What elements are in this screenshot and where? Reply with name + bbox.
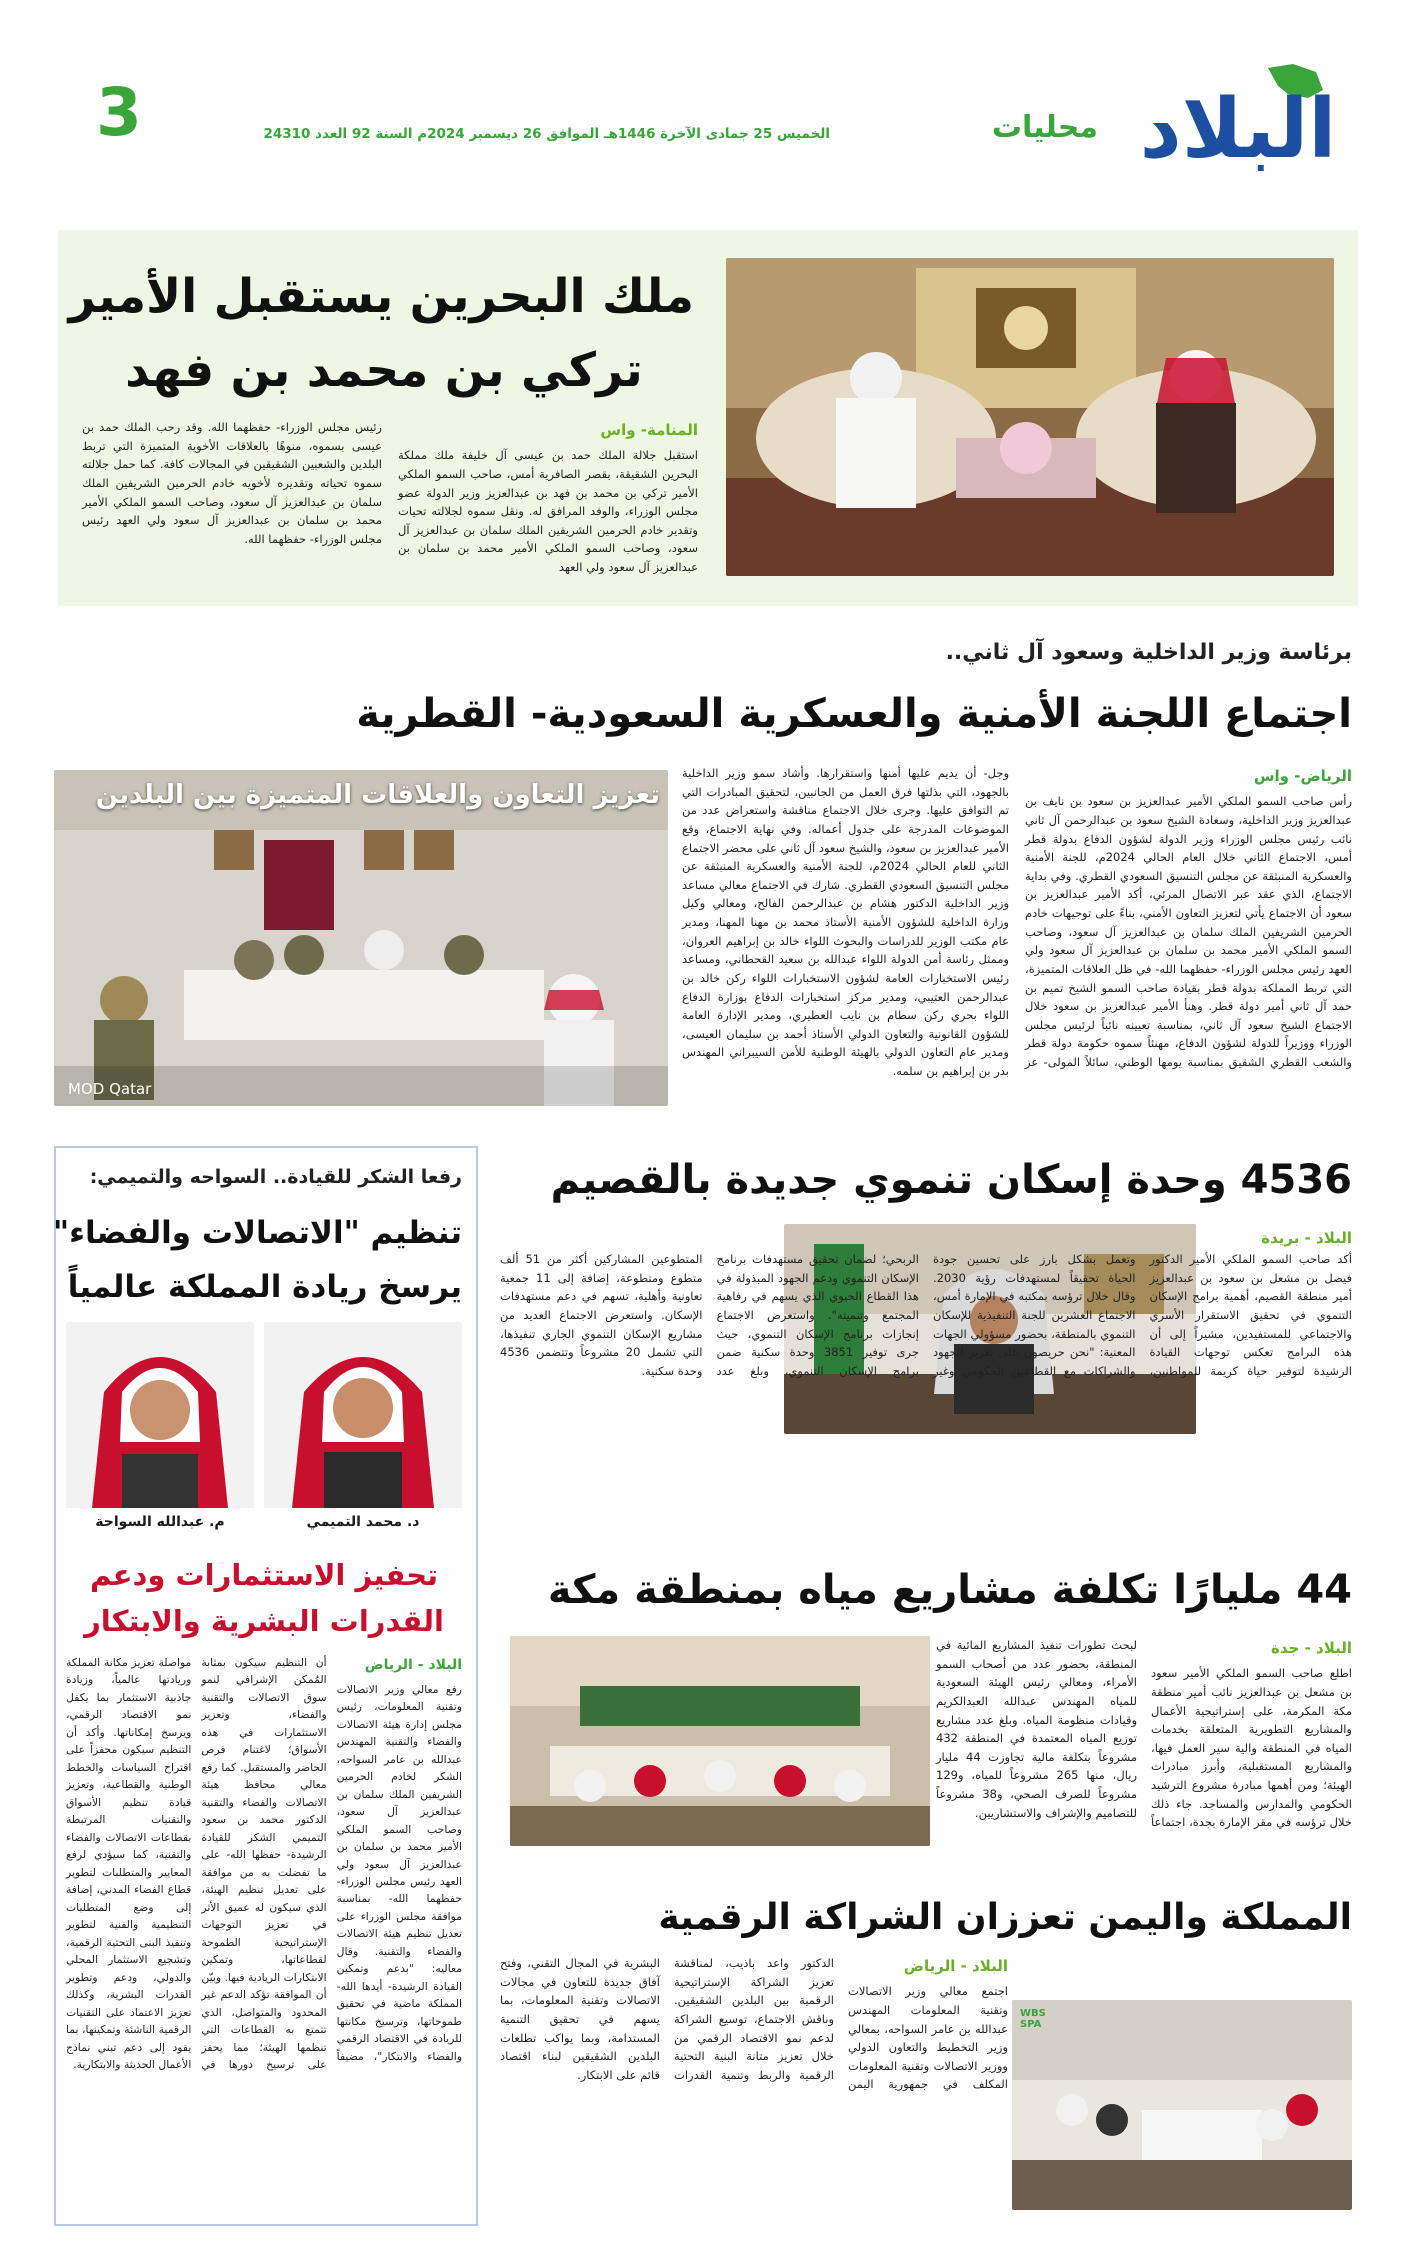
page-number: 3 <box>96 74 142 151</box>
logo <box>1118 60 1358 180</box>
telecom-title-line2: يرسخ ريادة المملكة عالمياً <box>67 1269 462 1305</box>
makkah-title: 44 مليارًا تكلفة مشاريع مياه بمنطقة مكة <box>547 1567 1352 1613</box>
qatar-photo <box>54 770 668 1106</box>
bahrain-photo <box>726 258 1334 576</box>
makkah-text <box>936 1636 1352 1856</box>
story-qatar <box>50 640 1366 1110</box>
makkah-photo <box>510 1636 930 1846</box>
makkah-body: اطلع صاحب السمو الملكي الأمير سعود بن مشعل بن عبدالعزيز نائب أمير منطقة مكة المكرمة، على إستراتيجية الأعمال والمشاريع التطويرية المتعلقة بخدمات المياه في المنطقة والية سير العمل فيها، والمشاريع المستقبلية، وأبرز مبادرات الهيئة؛ ومن أهمها مبادرة مشروع الترشيد الحكومي والمدارس والمساجد. جاء ذلك خلال ترؤسه في مقر الإمارة بجدة، اجتماعاً لبحث تطورات تنفيذ المشاريع المائية في المنطقة، بحضور عدد من أصحاب السمو الأمراء، ومعالي رئيس الهيئة السعودية للمياه المهندس عبدالله العبدالكريم وقيادات منظومة المياه. وبلغ عدد مشاريع توزيع المياه المعتمدة في المنطقة 432 مشروعاً بتكلفة مالية تجاوزت 44 مليار ريال، منها 265 مشروعاً للمياه، و129 مشروعاً للصرف الصحي، و38 مشروعاً للتصاميم والإشراف والاستشاريين. <box>936 1638 1352 1830</box>
story-makkah <box>500 1560 1366 1860</box>
yemen-text <box>500 1954 1008 2224</box>
yemen-byline: البلاد - الرياض <box>903 1957 1008 1975</box>
telecom-subhead <box>66 1552 462 1644</box>
qatar-kicker: برئاسة وزير الداخلية وسعود آل ثاني.. <box>945 640 1352 665</box>
portrait-sawaha <box>66 1322 254 1508</box>
telecom-byline: البلاد - الرياض <box>364 1657 462 1673</box>
bahrain-body-col2: رئيس مجلس الوزراء- حفظهما الله. وقد رحب الملك حمد بن عيسى بسموه، منوهًا بالعلاقات الأخوية المتميزة التي تربط البلدين والشعبين الشقيقين في المجالات كافة. كما حمل جلالته سموه تحياته وتقديره لأخويه خادم الحرمين الشريفين الملك سلمان بن عبدالعزيز آل سعود، وصاحب السمو الملكي الأمير محمد بن سلمان بن عبدالعزيز آل سعود ولي العهد رئيس مجلس الوزراء- حفظهما الله. <box>82 420 382 546</box>
qatar-title: اجتماع اللجنة الأمنية والعسكرية السعودية- القطرية <box>356 691 1352 737</box>
masthead <box>0 0 1420 200</box>
qatar-text <box>682 764 1352 1110</box>
bahrain-byline: المنامة- واس <box>600 421 698 439</box>
qatar-photo-watermark: MOD Qatar <box>68 1080 152 1098</box>
story-telecom <box>54 1146 478 2226</box>
qatar-photo-caption: تعزيز التعاون والعلاقات المتميزة بين البلدين <box>95 780 660 810</box>
qassim-body-wrap <box>500 1250 1352 1544</box>
yemen-photo <box>1012 2000 1352 2210</box>
makkah-cols <box>936 1636 1352 1856</box>
qatar-body: رأس صاحب السمو الملكي الأمير عبدالعزيز بن سعود بن نايف بن عبدالعزيز وزير الداخلية، وسعادة الشيخ سعود بن عبدالرحمن آل ثاني نائب رئيس مجلس الوزراء وزير الدولة لشؤون الدفاع بدولة قطر أمس، الاجتماع الثاني خلال العام الحالي 2024م، للجنة الأمنية والعسكرية المنبثقة عن مجلس التنسيق السعودي القطري. وفي بداية الاجتماع، الذي عقد عبر الاتصال المرئي، أكد الأمير عبدالعزيز بن سعود أن الاجتماع يأتي لتعزيز التعاون الأمني، بناءً على توجيهات خادم الحرمين الشريفين الملك سلمان بن عبدالعزيز آل سعود، وصاحب السمو الملكي الأمير محمد بن سلمان بن عبدالعزيز آل سعود ولي العهد رئيس مجلس الوزراء- حفظهما الله- في ظل العلاقات المتميزة، التي تربط المملكة بدولة قطر بقيادة صاحب السمو الشيخ تميم بن حمد آل ثاني أمير دولة قطر. وهنأ الأمير عبدالعزيز بن سعود خلال الاجتماع الشيخ سعود آل ثاني، بمناسبة تعيينه نائباً لرئيس مجلس الوزراء ووزيراً للدولة لشؤون الدفاع، مهنئاً سموه حكومة دولة قطر والشعب القطري الشقيق بمناسبة يومها الوطني، سائلاً المولى- عز وجل- أن يديم عليها أمنها واستقرارها. وأشاد سمو وزير الداخلية بالجهود، التي بذلتها فرق العمل من الجانبين، لتحقيق المبادرات التي تم التوافق عليها. وجرى خلال الاجتماع مناقشة واستعراض عدد من الموضوعات المدرجة على جدول أعماله. وفي نهاية الاجتماع، وقع الأمير عبدالعزيز بن سعود، والشيخ سعود آل ثاني على محضر الاجتماع الثاني للعام الحالي 2024م، للجنة الأمنية والعسكرية المنبثقة عن مجلس التنسيق السعودي القطري. شارك في الاجتماع معالي مساعد وزير الداخلية الدكتور هشام بن عبدالرحمن الفالح، ومعالي وكيل وزارة الداخلية للشؤون الأمنية الأستاذ محمد بن مهنا المهنا، ومدير عام مكتب الوزير للدراسات والبحوث اللواء خالد بن إبراهيم العروان، وممثل رئاسة أمن الدولة اللواء عبدالله بن سعيد القحطاني، ومساعد رئيس الاستخبارات العامة لشؤون الاستخبارات اللواء ركن خالد بن عبدالرحمن العتيبي، ومدير مركز استخبارات الدفاع بوزارة الدفاع اللواء بحري ركن سطام بن نايب العطيري، ومدير الإدارة العامة للشؤون القانونية والتعاون الدولي الأستاذ أحمد بن سليمان العيسى، ومدير عام التعاون الدولي بالهيئة الوطنية للأمن السيبراني المهندس بدر بن إبراهيم بن سلمه. <box>682 766 1352 1078</box>
yemen-title: المملكة واليمن تعززان الشراكة الرقمية <box>658 1897 1352 1938</box>
bahrain-body-col1: استقبل جلالة الملك حمد بن عيسى آل خليفة ملك مملكة البحرين الشقيقة، بقصر الصافرية أمس، صاحب السمو الملكي الأمير تركي بن محمد بن فهد بن عبدالعزيز وزير الدولة عضو مجلس الوزراء، والوفد المرافق له. ونقل سموه لجلالته تحيات وتقدير خادم الحرمين الشريفين الملك سلمان بن عبدالعزيز آل سعود، وصاحب السمو الملكي الأمير محمد بن سلمان بن عبدالعزيز آل سعود ولي العهد <box>398 448 698 575</box>
telecom-subhead-line2: القدرات البشرية والابتكار <box>84 1604 444 1638</box>
qassim-text <box>500 1226 1352 1544</box>
bahrain-col2 <box>82 418 382 548</box>
story-yemen <box>500 1890 1366 2226</box>
person1-name: د. محمد التميمي <box>306 1514 420 1530</box>
qassim-body: أكد صاحب السمو الملكي الأمير الدكتور فيصل بن مشعل بن سعود بن عبدالعزيز أمير منطقة القصيم، أهمية برامج الإسكان التنموي في تحقيق الاستقرار الأسري والاجتماعي للمستفيدين، مشيراً إلى أن هذه البرامج تعكس توجهات القيادة الرشيدة لتوفير حياة كريمة للمواطنين، وتعمل بشكل بارز على تحسين جودة الحياة تحقيقاً لمستهدفات رؤية 2030. وقال خلال ترؤسه بمكتبه في الإمارة أمس، الاجتماع العشرين للجنة التنفيذية للإسكان التنموي بالمنطقة، بحضور مسؤولي الجهات المعنية: "نحن حريصون على تعزيز الجهود والشراكات مع القطاعين الحكومي وغير الربحي؛ لضمان تحقيق مستهدفات برنامج الإسكان التنموي ودعم الجهود المبذولة في هذا القطاع الحيوي الذي يسهم في رفاهية المجتمع وتنميته". واستعرض الاجتماع إنجازات برنامج الإسكان التنموي، حيث جرى توفير 3851 وحدة سكنية ضمن برامج الإسكان التنموي، وبلغ عدد المتطوعين المشاركين أكثر من 51 ألف متطوع ومتطوعة، إضافة إلى 11 جمعية تعاونية وأهلية، تسهم في دعم مستهدفات الإسكان. واستعرض الاجتماع العديد من مشاريع الإسكان التنموي الجاري تنفيذها، التي تشمل 20 مشروعاً وتتضمن 4536 وحدة سكنية. <box>500 1252 1352 1378</box>
bahrain-title-line2: تركي بن محمد بن فهد <box>125 343 643 398</box>
qassim-title: 4536 وحدة إسكان تنموي جديدة بالقصيم <box>550 1157 1352 1203</box>
telecom-title <box>53 1206 462 1314</box>
telecom-subhead-line1: تحفيز الاستثمارات ودعم <box>89 1558 439 1592</box>
bahrain-title <box>68 260 694 408</box>
yemen-body: اجتمع معالي وزير الاتصالات وتقنية المعلومات المهندس عبدالله بن عامر السواحه، بمعالي وزير التخطيط والتعاون الدولي ووزير الاتصالات وتقنية المعلومات المكلف في جمهورية اليمن الدكتور واعد باذيب، لمناقشة تعزيز الشراكة الإستراتيجية الرقمية بين البلدين الشقيقين. وناقش الاجتماع، توسيع الشراكة لدعم نمو الاقتصاد الرقمي من خلال تعزيز متانة البنية التحتية الرقمية والربط وتنمية القدرات البشرية في المجال التقني، وفتح آفاق جديدة للتعاون في مجالات الاتصالات وتقنية المعلومات، بما يسهم في تحقيق التنمية المستدامة، وبما يواكب تطلعات البلدين الشقيقين لبناء اقتصاد قائم على الابتكار. <box>500 1956 1008 2092</box>
date-line: الخميس 25 جمادى الآخرة 1446هـ الموافق 26 ديسمبر 2024م السنة 92 العدد 24310 <box>263 126 830 142</box>
makkah-byline: البلاد - جدة <box>1271 1639 1352 1657</box>
telecom-title-line1: تنظيم "الاتصالات والفضاء" <box>53 1215 462 1251</box>
telecom-kicker: رفعا الشكر للقيادة.. السواحه والتميمي: <box>89 1166 462 1188</box>
yemen-photo-logo: WBS SPA <box>1020 2008 1046 2030</box>
bahrain-col1 <box>398 418 698 577</box>
bahrain-title-line1: ملك البحرين يستقبل الأمير <box>68 269 694 324</box>
story-bahrain <box>58 230 1358 606</box>
yemen-cols <box>500 1954 1008 2220</box>
logo-text: البلاد <box>1139 82 1337 177</box>
telecom-body: رفع معالي وزير الاتصالات وتقنية المعلومات، رئيس مجلس إدارة هيئة الاتصالات والفضاء والتقنية المهندس عبدالله بن عامر السواحه، الشكر لخادم الحرمين الشريفين الملك سلمان بن عبدالعزيز آل سعود، وصاحب السمو الملكي الأمير محمد بن سلمان بن عبدالعزيز آل سعود ولي العهد رئيس مجلس الوزراء- حفظهما الله- بمناسبة موافقة مجلس الوزراء على تعديل تنظيم هيئة الاتصالات والفضاء والتقنية. وقال معاليه: "بدعم وتمكين القيادة الرشيدة- أيدها الله- المملكة ماضية في تحقيق طموحاتها، وترسيخ مكانتها للريادة في الاقتصاد الرقمي والفضاء والابتكار"، مضيفاً أن التنظيم سيكون بمثابة المُمكن الإشرافي لنمو سوق الاتصالات والتقنية والفضاء، وتعزيز الاستثمارات في هذه الأسواق؛ لاغتنام فرص الحاضر والمستقبل. كما رفع معالي محافظ هيئة الاتصالات والفضاء والتقنية الدكتور محمد بن سعود التميمي الشكر للقيادة الرشيدة- حفظها الله- على ما تفضلت به من موافقة على تعديل تنظيم الهيئة، الذي سيكون له عميق الأثر في تعزيز التوجهات الإستراتيجية الطموحة لقطاعاتها، وتمكين الابتكارات الريادية فيها. وبيّن أن الموافقة تؤكد الدعم غير المحدود والمتواصل، الذي تتمتع به القطاعات التي تنظمها الهيئة؛ مما يحفز على ترسيخ دورها في مواصلة تعزيز مكانة المملكة وريادتها عالمياً، وزيادة جاذبية الاستثمار بما يكفل نمو الاقتصاد الرقمي، ويرسخ إمكاناتها. وأكد أن التنظيم سيكون محفزاً على اقتراح السياسات والخطط الوطنية والقطاعية، وتعزيز قيادة تنظيم الأسواق والتقنيات المرتبطة بقطاعات الاتصالات والفضاء والتقنية، كما سيؤدي لرفع المعايير والمتطلبات لتطوير قطاع الفضاء المدني، إضافة إلى وضع المتطلبات التنظيمية والفنية لتطوير وتنفيذ البنى التحتية الرقمية، وتشجيع الاستثمار المحلي والدولي، ودعم وتطوير القدرات البشرية، وكذلك تعزيز الاعتماد على التقنيات الرقمية الناشئة وتمكينها، بما يقود إلى دعم تبني نماذج الأعمال الحديثة والابتكارية. <box>66 1656 462 2072</box>
story-qassim <box>500 1150 1366 1540</box>
section-label: محليات <box>991 110 1098 145</box>
person2-name: م. عبدالله السواحة <box>95 1514 225 1530</box>
portrait-tamimi <box>264 1322 462 1508</box>
qatar-byline: الرياض- واس <box>1253 767 1352 785</box>
qassim-byline: البلاد - بريدة <box>1261 1229 1352 1247</box>
telecom-text <box>66 1654 462 2214</box>
